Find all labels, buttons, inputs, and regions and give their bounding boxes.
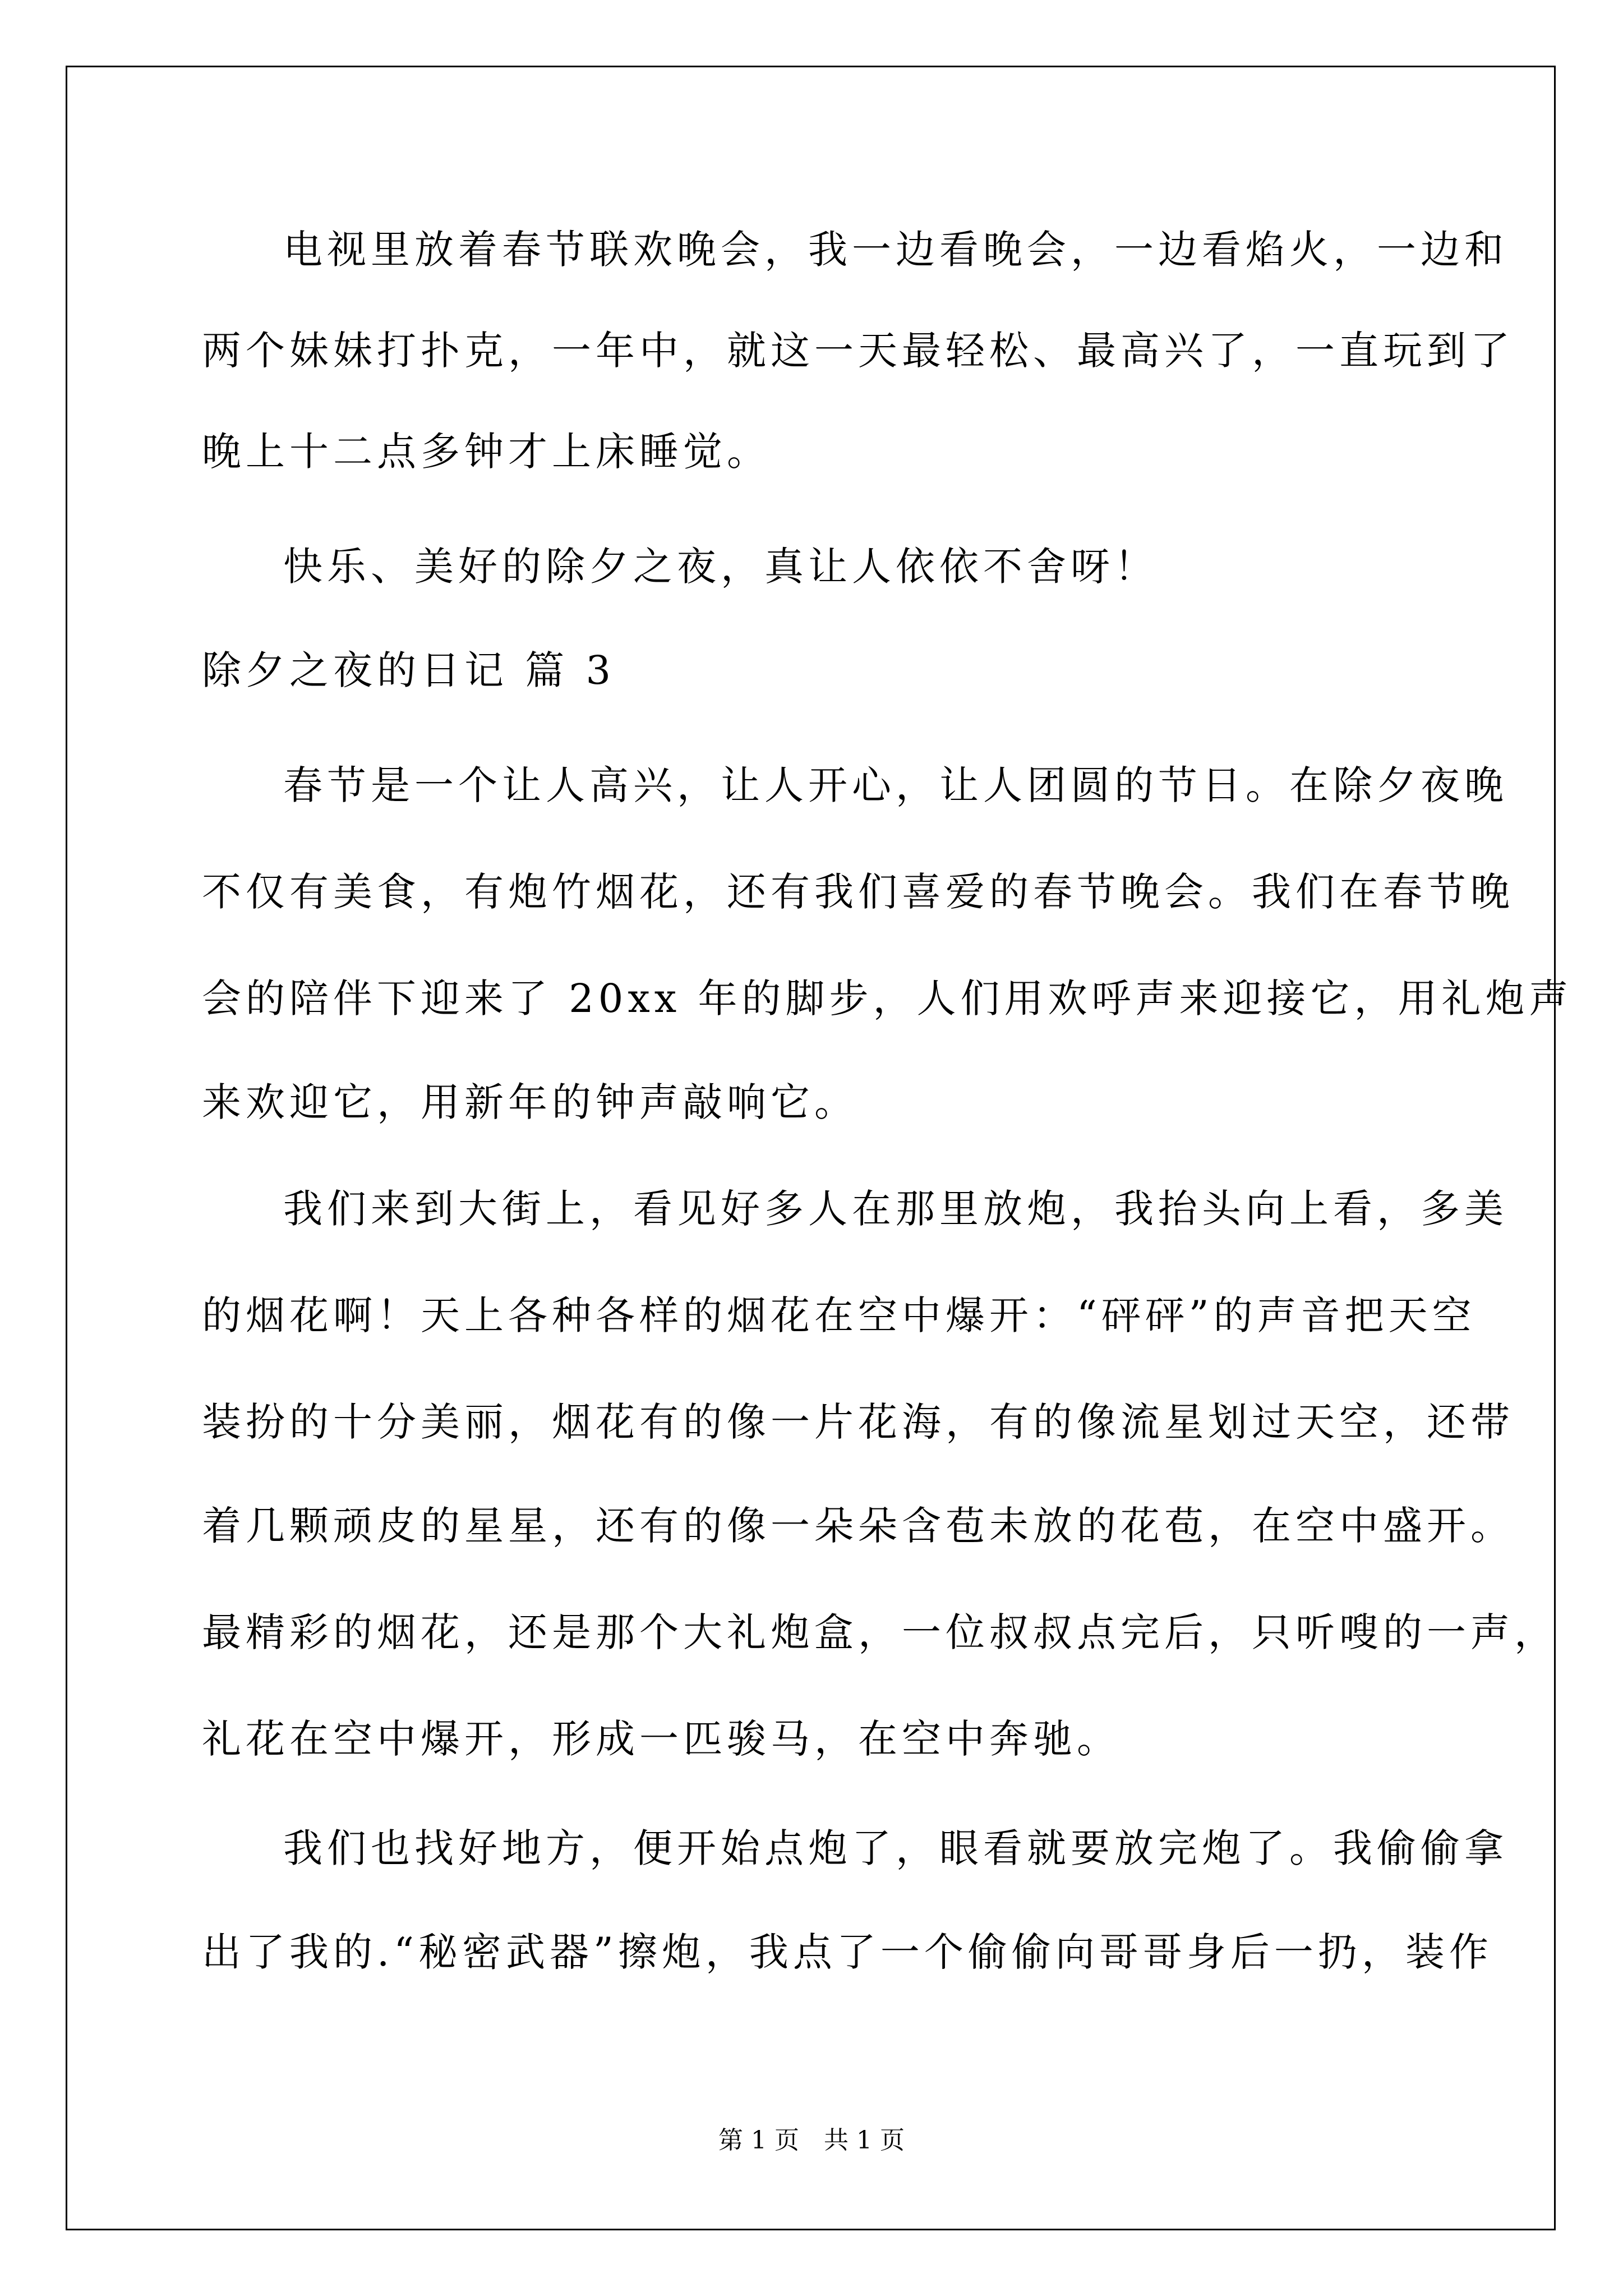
- body-line: 着几颗顽皮的星星，还有的像一朵朵含苞未放的花苞，在空中盛开。: [202, 1503, 1514, 1549]
- page-border: [66, 66, 1556, 2230]
- section-heading: 除夕之夜的日记 篇 3: [202, 647, 616, 693]
- body-line: 不仅有美食，有炮竹烟花，还有我们喜爱的春节晚会。我们在春节晚: [202, 869, 1514, 915]
- body-line: 会的陪伴下迎来了 20xx 年的脚步，人们用欢呼声来迎接它，用礼炮声: [202, 976, 1573, 1022]
- body-line: 我们来到大街上，看见好多人在那里放炮，我抬头向上看，多美: [283, 1186, 1508, 1232]
- body-line: 晚上十二点多钟才上床睡觉。: [202, 429, 771, 475]
- page-number: 第 1 页 共 1 页: [718, 2126, 905, 2155]
- body-line: 出了我的.“秘密武器”擦炮，我点了一个偷偷向哥哥身后一扔，装作: [202, 1929, 1493, 1975]
- body-line: 快乐、美好的除夕之夜，真让人依依不舍呀！: [283, 544, 1158, 590]
- body-line: 春节是一个让人高兴，让人开心，让人团圆的节日。在除夕夜晚: [283, 762, 1508, 808]
- body-line: 电视里放着春节联欢晚会，我一边看晚会，一边看焰火，一边和: [283, 227, 1508, 273]
- body-line: 的烟花啊！天上各种各样的烟花在空中爆开：“砰砰”的声音把天空: [202, 1292, 1476, 1338]
- body-line: 来欢迎它，用新年的钟声敲响它。: [202, 1079, 858, 1125]
- body-line: 最精彩的烟花，还是那个大礼炮盒，一位叔叔点完后，只听嗖的一声，: [202, 1609, 1558, 1655]
- body-line: 两个妹妹打扑克，一年中，就这一天最轻松、最高兴了，一直玩到了: [202, 328, 1514, 374]
- body-line: 我们也找好地方，便开始点炮了，眼看就要放完炮了。我偷偷拿: [283, 1825, 1508, 1871]
- body-line: 装扮的十分美丽，烟花有的像一片花海，有的像流星划过天空，还带: [202, 1399, 1514, 1445]
- body-line: 礼花在空中爆开，形成一匹骏马，在空中奔驰。: [202, 1716, 1121, 1762]
